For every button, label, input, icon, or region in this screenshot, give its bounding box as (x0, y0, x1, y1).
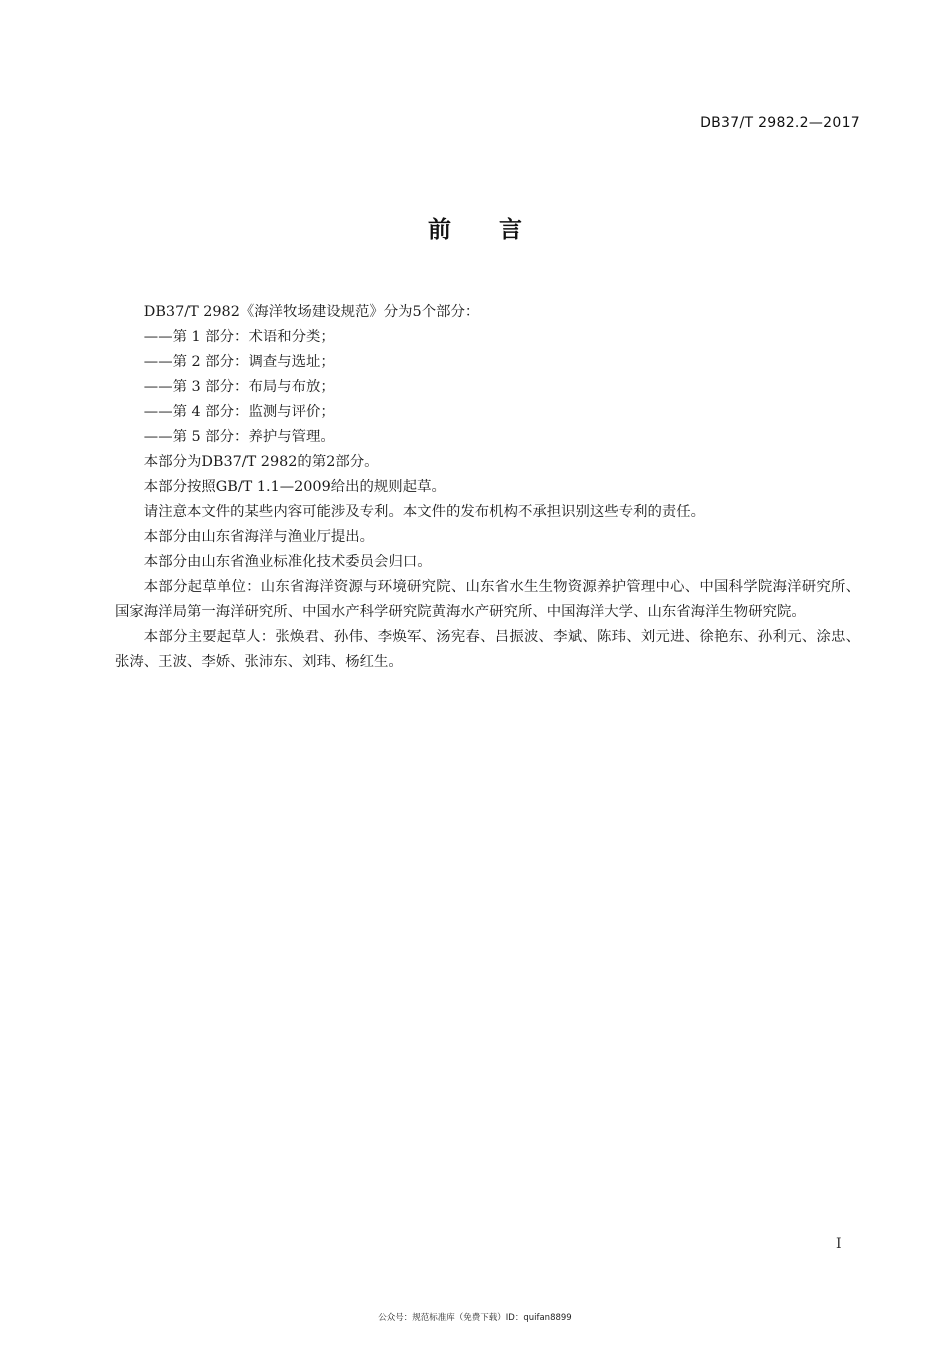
page-title (0, 211, 950, 244)
part-item-4: ——第 4 部分：监测与评价； (143, 404, 335, 420)
footer-note: 公众号：规范标准库（免费下载）ID：quifan8899 (378, 1313, 572, 1323)
part-item-3: ——第 3 部分：布局与布放； (143, 379, 335, 395)
part-item-1: ——第 1 部分：术语和分类； (143, 329, 335, 345)
paragraph-drafting-rules: 本部分按照GB/T 1.1—2009给出的规则起草。 (143, 479, 446, 495)
paragraph-committee: 本部分由山东省渔业标准化技术委员会归口。 (143, 554, 432, 570)
part-item-5: ——第 5 部分：养护与管理。 (143, 429, 335, 445)
paragraph-patent-notice: 请注意本文件的某些内容可能涉及专利。本文件的发布机构不承担识别这些专利的责任。 (143, 504, 706, 520)
standard-code: DB37/T 2982.2—2017 (700, 115, 860, 131)
foreword-body (115, 300, 860, 675)
page-number: I (836, 1236, 842, 1252)
title-char-2: 言 (499, 217, 522, 243)
part-item-2: ——第 2 部分：调查与选址； (143, 354, 335, 370)
paragraph-drafters: 本部分主要起草人：张焕君、孙伟、李焕军、汤宪春、吕振波、李斌、陈玮、刘元进、徐艳东、孙利元、涂忠、张涛、王波、李娇、张沛东、刘玮、杨红生。 (115, 629, 860, 670)
paragraph-part-number: 本部分为DB37/T 2982的第2部分。 (143, 454, 379, 470)
title-char-1: 前 (428, 217, 451, 243)
paragraph-drafting-units: 本部分起草单位：山东省海洋资源与环境研究院、山东省水生生物资源养护管理中心、中国科学院海洋研究所、国家海洋局第一海洋研究所、中国水产科学研究院黄海水产研究所、中国海洋大学、山东省海洋生物研究院。 (115, 579, 860, 620)
paragraph-proposer: 本部分由山东省海洋与渔业厅提出。 (143, 529, 375, 545)
intro-paragraph: DB37/T 2982《海洋牧场建设规范》分为5个部分： (143, 304, 480, 320)
